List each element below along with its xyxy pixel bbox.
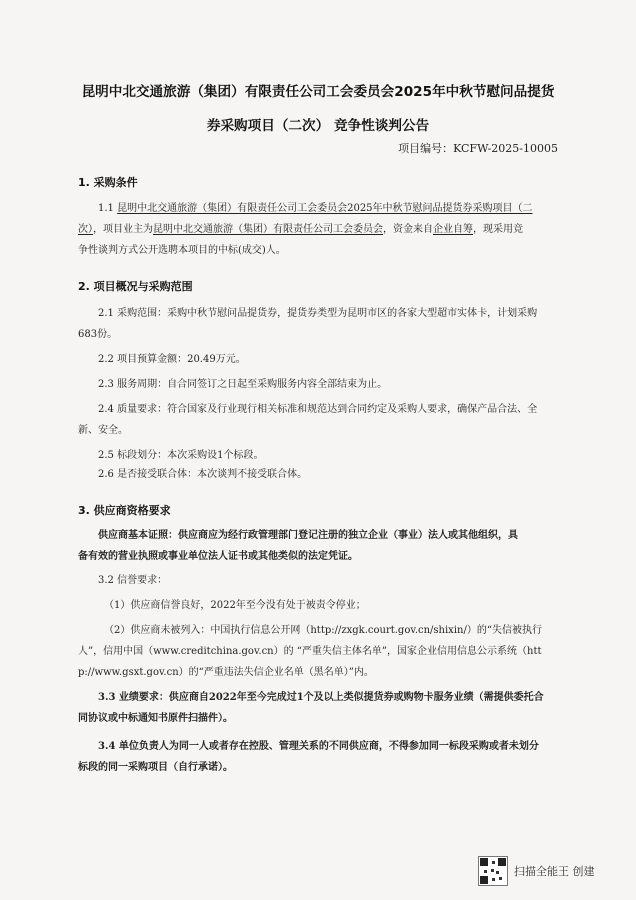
- qr-code-icon: [478, 856, 508, 886]
- s3-item-4-line-2: 标段的同一采购项目（自行承诺）。: [78, 762, 233, 773]
- section-2-heading: 2. 项目概况与采购范围: [78, 280, 193, 293]
- s2-item-3: 2.3 服务周期：自合同签订之日起至采购服务内容全部结束为止。: [98, 379, 388, 390]
- s3-item-4-line-1: 3.4 单位负责人为同一人或者存在控股、管理关系的不同供应商，不得参加同一标段采购或者未划分: [98, 741, 539, 752]
- document-title-line-1: 昆明中北交通旅游（集团）有限责任公司工会委员会2025年中秋节慰问品提货: [81, 84, 555, 100]
- s3-performance-line-2: 同协议或中标通知书原件扫描件）。: [78, 713, 233, 724]
- section-1-heading: 1. 采购条件: [78, 176, 138, 189]
- s1-owner-label: ，项目业主为: [93, 224, 153, 235]
- s1-line-2-end: ，现采用竞: [473, 224, 523, 235]
- s1-project-name: 昆明中北交通旅游（集团）有限责任公司工会委员会2025年中秋节慰问品提货券采购项目（二: [117, 203, 533, 214]
- s3-credit-heading: 3.2 信誉要求：: [98, 575, 168, 586]
- s2-item-2: 2.2 项目预算金额：20.49万元。: [98, 354, 246, 365]
- s3-credit-item-2-line-1: （2）供应商未被列入：中国执行信息公开网（http://zxgk.court.gov.cn/shixin/）的“失信被执行: [104, 625, 542, 636]
- s1-fund-source: 企业自筹: [433, 224, 473, 235]
- s1-line-3: 争性谈判方式公开选聘本项目的中标(成交)人。: [78, 245, 286, 256]
- s3-basic-line-1: 供应商基本证照：供应商应为经行政管理部门登记注册的独立企业（事业）法人或其他组织，具: [98, 530, 518, 541]
- s1-owner-name: 昆明中北交通旅游（集团）有限责任公司工会委员会: [153, 224, 383, 235]
- scanner-watermark: [478, 856, 595, 886]
- s2-item-4-line-2: 新、安全。: [78, 425, 128, 436]
- section-3-heading: 3. 供应商资格要求: [78, 504, 171, 517]
- s2-item-6: 2.6 是否接受联合体：本次谈判不接受联合体。: [98, 469, 308, 480]
- s2-item-1-line-2: 683份。: [78, 329, 118, 340]
- scanner-watermark-text: 扫描全能王 创建: [514, 865, 595, 878]
- s1-line-1: [98, 202, 533, 216]
- s3-credit-item-1: （1）供应商信誉良好，2022年至今没有处于被责令停业；: [104, 600, 366, 611]
- s3-performance-line-1: 3.3 业绩要求：供应商自2022年至今完成过1个及以上类似提货券或购物卡服务业绩（需提供委托合: [98, 692, 544, 703]
- document-title-line-2: 券采购项目（二次） 竞争性谈判公告: [206, 118, 430, 134]
- s1-fund-label: ，资金来自: [383, 224, 433, 235]
- s3-credit-item-2-line-3: p://www.gsxt.gov.cn）的“严重违法失信企业名单（黑名单）”内。: [78, 667, 374, 678]
- s3-credit-item-2-line-2: 人”，信用中国（www.creditchina.gov.cn）的 “严重失信主体名单”，国家企业信用信息公示系统（htt: [78, 646, 542, 657]
- s2-item-5: 2.5 标段划分：本次采购设1个标段。: [98, 450, 264, 461]
- s1-line-2: [78, 223, 523, 237]
- s2-item-4-line-1: 2.4 质量要求：符合国家及行业现行相关标准和规范达到合同约定及采购人要求，确保产品合法、全: [98, 404, 538, 415]
- s2-item-1-line-1: 2.1 采购范围：采购中秋节慰问品提货券，提货券类型为昆明市区的各家大型超市实体卡，计划采购: [98, 308, 538, 319]
- s1-project-name-end: 次）: [78, 224, 93, 235]
- s1-item-number: 1.1: [98, 203, 118, 214]
- s3-basic-line-2: 备有效的营业执照或事业单位法人证书或其他类似的法定凭证。: [78, 551, 358, 562]
- project-number: 项目编号：KCFW-2025-10005: [398, 142, 558, 155]
